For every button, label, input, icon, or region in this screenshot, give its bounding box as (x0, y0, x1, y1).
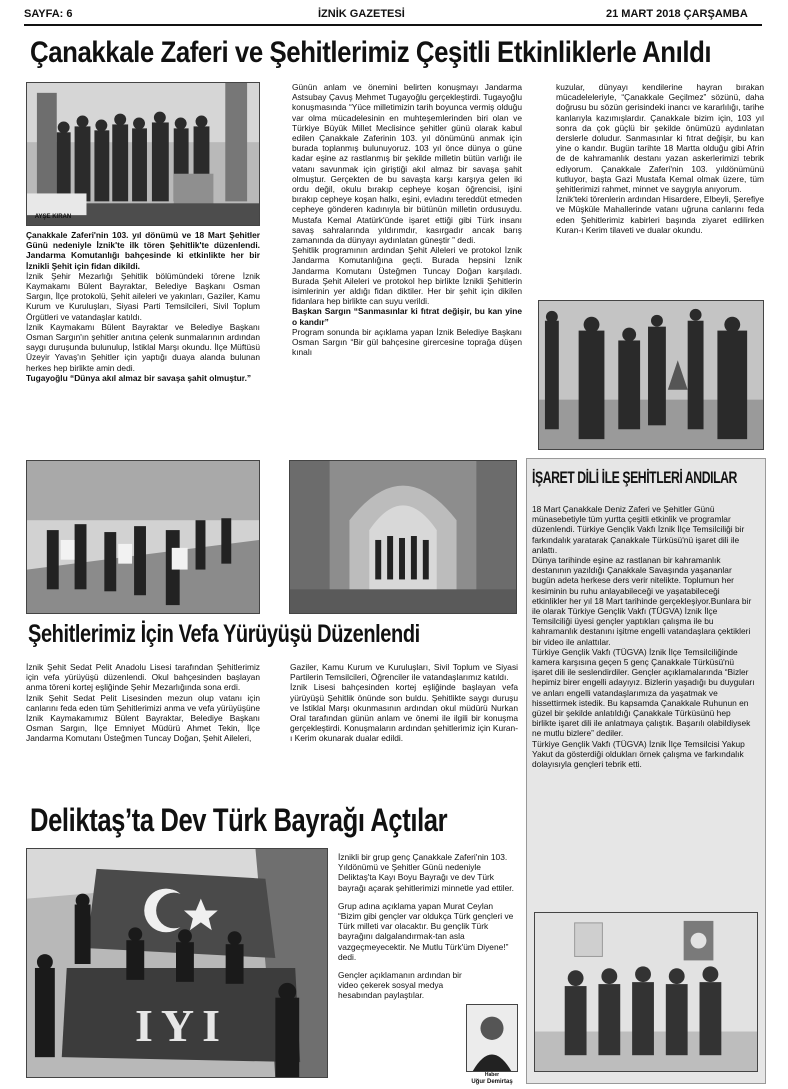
walk-article-col2 (290, 662, 518, 800)
ceremony-photo (26, 82, 260, 226)
reporter-name: Uğur Demirtaş (471, 1079, 513, 1085)
body-paragraph: İznik Şehit Sedat Pelit Lisesinden mezun olup vatanı için canlarını feda eden tüm Şehitlerimizi anma ve vefa yürüyüşüne İznik Kaymakamımız Bülent Bayraktar, Belediye Başkanı Osman Sargın, İlçe Emniyet Müdürü Ahmet Tekin, İlçe Jandarma Komutanı Üsteğmen Tuncay Doğan, Şehit Aileleri, (26, 692, 260, 744)
lead-paragraph: Çanakkale Zaferi'nin 103. yıl dönümü ve 18 Mart Şehitler Günü nedeniyle İznik'te ilk tören Şehitlik'te düzenlendi. Jandarma Komutanlığı bahçesinde ki etkinlikte her bir İznikli Şehit için fidan dikildi. (26, 230, 260, 271)
body-paragraph: Dünya tarihinde eşine az rastlanan bir kahramanlık destanının yazıldığı Çanakkale Savaşında yaşananlar bugün adeta herkese ders verir nitelikte. Toplumun her kesiminin bu ruhu anlayabileceği ve yaşatabileceği etkinlikler her yıl 18 Mart tarihinde gerçekleşiyor.Bunlara bir ile olarak Türkiye Gençlik Vakfı (TÜGVA) İznik İlçe Temsilciliği üyesi gençler yaptıkları çalışma ile bu kahramanlık destanını işitme engelli vatandaşlara çektikleri bir video ile anlattılar. (532, 555, 752, 647)
sidebar-title: İŞARET DİLİ İLE ŞEHİTLERİ ANDILAR (532, 468, 737, 487)
body-paragraph: İznik Şehit Sedat Pelit Anadolu Lisesi tarafından Şehitlerimiz için vefa yürüyüşü düzenlendi. Okul bahçesinden başlayan anma töreni kortej eşliğinde Şehir Mezarlığında sona erdi. (26, 662, 260, 693)
sign-language-photo (534, 912, 758, 1072)
body-paragraph: İznik'teki törenlerin ardından Hisardere, Elbeyli, Şerefiye ve Müşküle Mahallerinde vatanı uğruna canlarını feda eden Şehitlerimiz kabirleri başında ziyaret edilirken Kuran-ı Kerim tilaveti ve dualar okundu. (556, 194, 764, 235)
walk-photo-gate (289, 460, 517, 614)
body-paragraph: kuzular, dünyayı kendilerine hayran bırakan mücadeleleriyle, “Çanakkale Geçilmez” sözünü, daha doğrusu bu sözün gerisindeki inancı ve kararlılığı, tarihe kanlarıyla kazımışlardır. Çanakkale bizim için, 103 yıl sonra da çok güçlü bir şekilde önümüzü aydınlatan derslerle doludur. Sanmasınlar ki fıtrat değişir, bu kan yine o kandır. Bugün tarihte 18 Martta olduğu gibi Afrin de de kahramanlık destanı yazan askerlerimizi tebrik ediyorum. Çanakkale Zaferi'nin 103. yıldönümünü kutluyor, başta Gazi Mustafa Kemal olmak üzere, tüm şehitlerimizi rahmet, minnet ve saygıyla anıyorum. (556, 82, 764, 195)
header-rule (24, 24, 762, 26)
body-paragraph: İznik Şehir Mezarlığı Şehitlik bölümündeki törene İznik Kaymakamı Bülent Bayraktar, Belediye Başkanı Osman Sargın, İlçe protokolü, Şehit aileleri ve yakınları, Gaziler, Kamu Kurum ve Kuruluşları, Siyasi Parti Temsilcileri, Sivil Toplum Örgütleri ve vatandaşlar katıldı. (26, 270, 260, 322)
body-paragraph: Program sonunda bir açıklama yapan İznik Belediye Başkanı Osman Sargın “Bir gül bahçesine girercesine toprağa düşen kınalı (292, 326, 522, 358)
main-headline: Çanakkale Zaferi ve Şehitlerimiz Çeşitli Etkinliklerle Anıldı (30, 36, 712, 69)
main-article-col1 (26, 230, 260, 462)
body-paragraph: Türkiye Gençlik Vakfı (TÜGVA) İznik İlçe Temsilcisi Yakup Yakut da gösterdiği oldukları örnek çalışma ve farkındalık dolayısıyla gençleri tebrik etti. (532, 738, 745, 770)
body-paragraph: Gaziler, Kamu Kurum ve Kuruluşları, Sivil Toplum ve Siyasi Partilerin Temsilcileri, Öğrenciler ile vatandaşlarımız katıldı. (290, 662, 518, 683)
sidebar-text (532, 504, 756, 904)
flag-headline: Deliktaş’ta Dev Türk Bayrağı Açtılar (30, 802, 448, 838)
subheading: Başkan Sargın “Sanmasınlar ki fıtrat değişir, bu kan yine o kandır” (292, 306, 522, 327)
main-article-col3 (556, 82, 764, 297)
body-paragraph: İznik Kaymakamı Bülent Bayraktar ve Belediye Başkanı Osman Sargın'ın şehitler anıtına çelenk sunmalarının ardından saygı duruşunda bulunulup, İstiklal Marşı okundu. İlçe Müftüsü Üzeyir Yavaş'ın Şehitler için yaptığı duaya alanda bulunan herkes hep birlikte amin dedi. (26, 321, 260, 373)
body-paragraph: İznikli bir grup genç Çanakkale Zaferi'nin 103. Yıldönümü ve Şehitler Günü nedeniyle Deliktaş'ta Kayı Boyu Bayrağı ve dev Türk bayrağı açarak şehitlerimizi minnetle yad ettiler. (338, 852, 514, 893)
reporter-photo (466, 1004, 518, 1072)
walk-photo-street (26, 460, 260, 614)
walk-headline: Şehitlerimiz İçin Vefa Yürüyüşü Düzenlendi (28, 620, 420, 648)
reporter-label: Haber (484, 1072, 500, 1078)
main-article-col2 (292, 82, 522, 457)
body-paragraph: Gençler açıklamanın ardından bir video çekerek sosyal medya hesabından paylaştılar. (338, 970, 462, 1001)
flag-photo (26, 848, 328, 1078)
gravestone-name: AYŞE KIRAN (34, 214, 72, 220)
body-paragraph: 18 Mart Çanakkale Deniz Zaferi ve Şehitler Günü münasebetiyle tüm yurtta çeşitli etkinlik ve programlar düzenlendi. Türkiye Gençlik Vakfı İznik İlçe Temsilciliği bir farkındalık yaratarak Çanakkale Türküsü'nü işaret dili ile anlattı. (532, 504, 745, 555)
walk-article-col1 (26, 662, 260, 800)
body-paragraph: Türkiye Gençlik Vakfı (TÜGVA) İznik İlçe Temsilciliğinde kamera karşısına geçen 5 genç Çanakkale Türküsü'nü işaret dili ile seslendirdiler. Gençler açıklamalarında “Bizler hepimiz birer engelli adayıyız. Bizlerin yaşadığı bu duyguları ve anları engelli vatandaşlarımıza da yaşatmak ve hissettirmek istedik. Bu kapsamda Çanakkale Ruhunun en güzel bir şekilde anlatıldığı Çanakkale Türküsünü hep birlikte işaret dili ile anlatmaya çalıştık. Başarılı olabildiysek ne mutlu bizlere” dediler. (532, 646, 755, 739)
body-paragraph: Grup adına açıklama yapan Murat Ceylan “Bizim gibi gençler var oldukça Türk gençleri ve Türk milleti var olacaktır. Bu gençlik Türk bayrağını dalgalandırmak-tan asla vazgeçmeyecektir. Ne Mutlu Türk'üm Diyene!” dedi. (338, 900, 514, 962)
kayi-symbol: IYI (135, 1000, 229, 1051)
newspaper-name: İZNİK GAZETESİ (318, 8, 405, 20)
body-paragraph: Günün anlam ve önemini belirten konuşmayı Jandarma Astsubay Çavuş Mehmet Tugayoğlu gerçekleştirdi. Tugayoğlu konuşmasında “Yüce milletimizin tarih boyunca vermiş olduğu var olma mücadelesinin en muhteşemlerinden biri olan ve Türkiye Büyük Millet Meclisince şehitler günü olarak kabul edilen Çanakkale Zaferinin 103. yıl dönümünü anmak için burada toplanmış bulunuyoruz. 103 yıl önce dünya o güne kadar eşine az rastlanmış bir şekilde milletin bütün varlığı ile vatanı savunmak için giriştiği akıl almaz bir savaşa şahit olmuştur. Gerçekten de bu savaşta karşı karşıya gelen iki ordu değil, okulu bırakıp cepheye koşan öğrencisi, işini bırakıp cepheye koşan halkı, eşini, evladını tereddüt etmeden cepheye gönderen kadınıyla bir bütünün milletin ordusuydu. Mustafa Kemal Atatürk'ünde işaret ettiği gibi Türk insanı savaş sahralarında yıldırımdır, kasırgadır ancak barış zamanında da dünyayı aydınlatan güneştir ” dedi. (292, 82, 522, 246)
issue-date: 21 MART 2018 ÇARŞAMBA (606, 8, 748, 20)
subheading: Tugayoğlu “Dünya akıl almaz bir savaşa şahit olmuştur.” (26, 372, 252, 383)
page-number: SAYFA: 6 (24, 8, 73, 20)
tree-planting-photo (538, 300, 764, 450)
body-paragraph: İznik Lisesi bahçesinden kortej eşliğinde başlayan vefa yürüyüşü Şehitlik önünde son buldu. Şehitlikte saygı duruşu ve İstiklal Marşı okunmasının ardından okul müdürü Nurkan Oral tarafından günün anlam ve önemi ile ilgili bir konuşma gerçekleştirdi. Konuşmaların ardından şehitlerimiz için Kuran-ı Kerim okunarak dualar edildi. (290, 682, 518, 744)
body-paragraph: Şehitlik programının ardından Şehit Aileleri ve protokol İznik Jandarma Komutanlığına geçti. Burada hepsini İznik Jandarma Komutanı Üsteğmen Tuncay Doğan karşıladı. Burada Şehit Aileleri ve protokol hep birlikte İznikli Şehitlerin isimlerinin yer aldığı fidan diktiler. Her bir şehit için dikilen fidanlara hep birlikte can suyu verildi. (292, 245, 522, 307)
